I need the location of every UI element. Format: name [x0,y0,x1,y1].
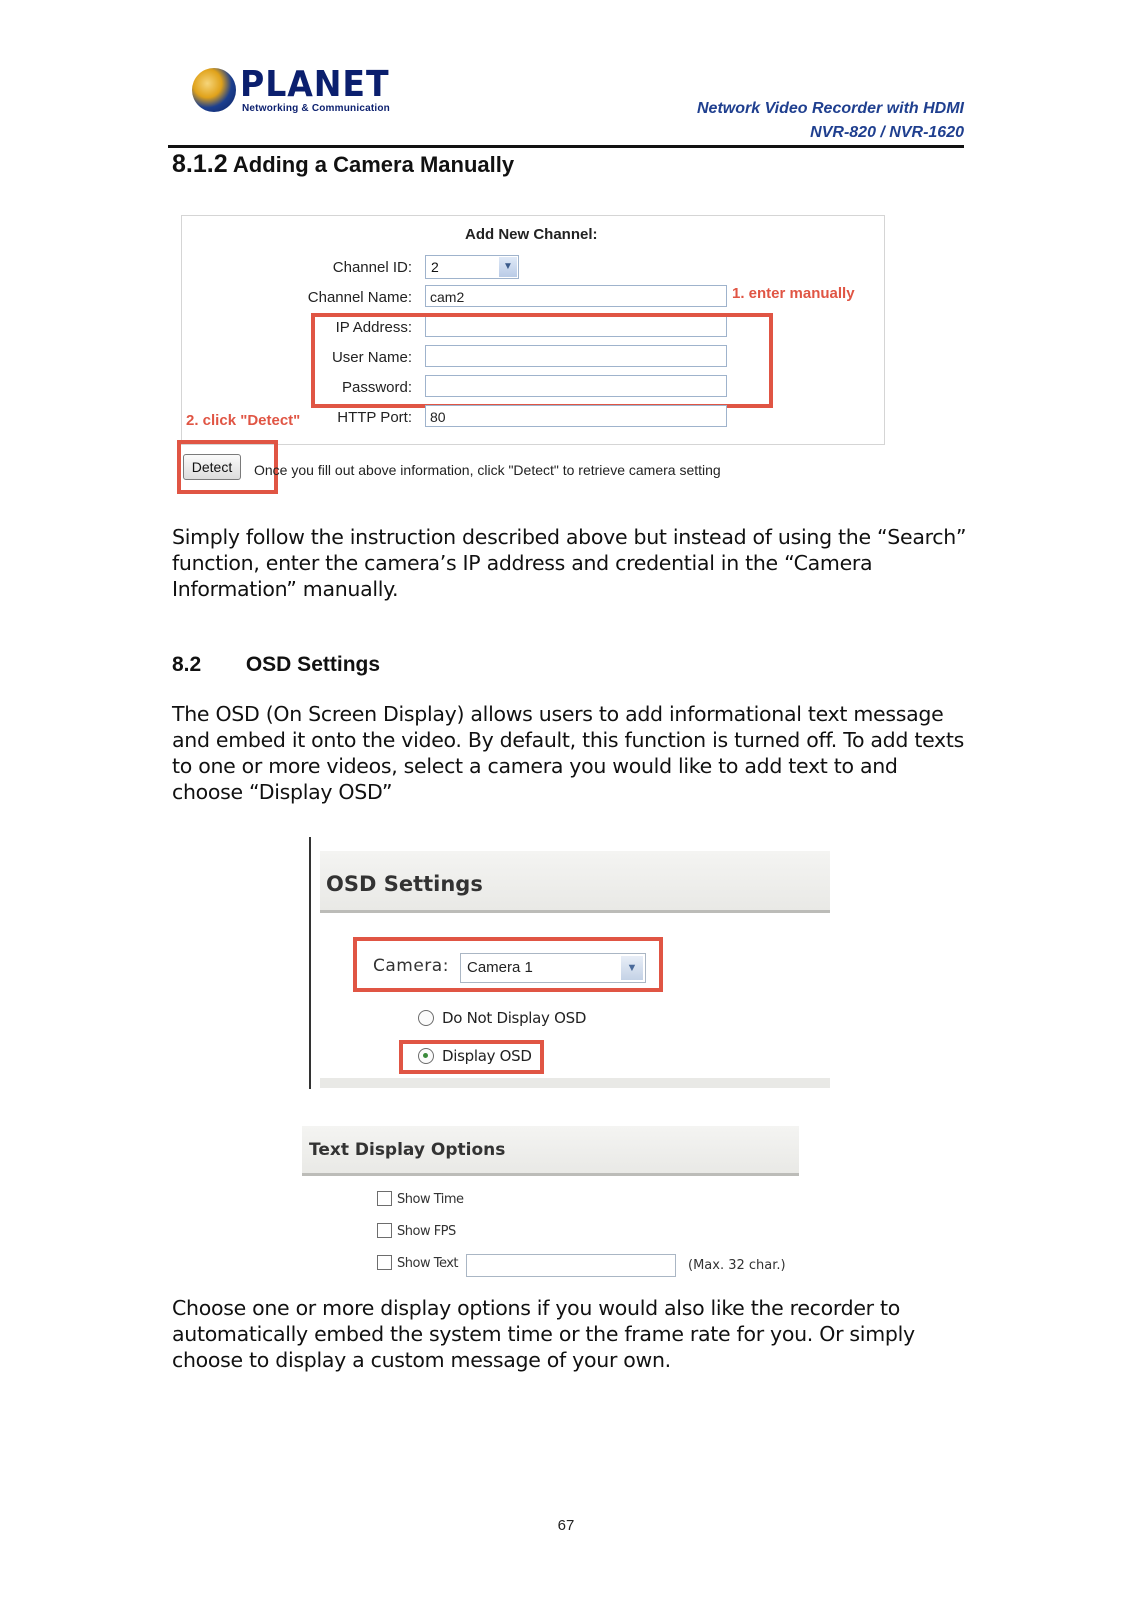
show-fps-checkbox[interactable] [377,1223,392,1238]
channel-name-label: Channel Name: [307,289,412,306]
option-display-osd: Display OSD [442,1047,532,1065]
channel-name-input[interactable]: cam2 [425,285,727,307]
osd-panel-footer [320,1078,830,1088]
option-do-not-display-osd: Do Not Display OSD [442,1009,587,1027]
show-time-checkbox[interactable] [377,1191,392,1206]
chevron-down-icon[interactable]: ▼ [621,956,643,980]
password-label: Password: [341,379,412,396]
channel-id-label: Channel ID: [332,259,412,276]
annotation-click-detect: 2. click "Detect" [186,412,301,429]
show-text-input[interactable] [466,1254,676,1277]
product-line: Network Video Recorder with HDMI [697,100,964,117]
globe-icon [192,68,236,112]
show-text-label: Show Text [397,1256,459,1271]
section-number: 8.1.2 [172,150,228,178]
section-heading-8-1-2 [172,150,514,179]
panel-border [309,837,311,1089]
annotation-enter-manually: 1. enter manually [732,285,855,302]
http-port-label: HTTP Port: [337,409,412,426]
radio-do-not-display-osd[interactable] [418,1010,434,1026]
radio-display-osd[interactable] [418,1048,434,1064]
chevron-down-icon[interactable]: ▼ [499,257,517,277]
show-time-label: Show Time [397,1192,464,1207]
user-name-label: User Name: [331,349,412,366]
planet-logo [192,66,392,122]
section-title: Adding a Camera Manually [232,152,515,177]
paragraph-display-options: Choose one or more display options if you would also like the recorder to automatically embed the system time or the frame rate for you. Or simply choose to display a custom message of your own. [172,1296,915,1372]
channel-id-value: 2 [431,259,439,275]
brand-tagline: Networking & Communication [242,103,390,114]
camera-label: Camera: [373,956,449,976]
paragraph-osd-intro: The OSD (On Screen Display) allows users to add informational text message and embed it onto the video. By default, this function is turned off. To add texts to one or more videos, select a camera you would like to add text to and choose “Display OSD” [172,702,964,804]
brand-name: PLANET [240,64,390,105]
max-char-note: (Max. 32 char.) [688,1258,786,1273]
highlight-credentials [311,313,773,408]
ip-address-label: IP Address: [335,319,412,336]
paragraph-manual-add: Simply follow the instruction described above but instead of using the “Search” function, enter the camera’s IP address and credential in the “Camera Information” manually. [172,525,967,601]
camera-select[interactable] [460,953,646,983]
detect-note: Once you fill out above information, click "Detect" to retrieve camera setting [254,462,721,478]
show-fps-label: Show FPS [397,1224,456,1239]
detect-button[interactable]: Detect [183,454,241,480]
text-options-title: Text Display Options [309,1140,506,1160]
header-product [697,97,964,145]
osd-panel-title: OSD Settings [326,872,483,896]
http-port-input[interactable]: 80 [425,405,727,427]
section-heading-8-2 [172,653,380,677]
section-number: 8.2 [172,653,202,676]
page-number: 67 [557,1517,575,1534]
header-divider [168,145,964,148]
product-models: NVR-820 / NVR-1620 [810,124,964,141]
channel-id-select[interactable] [425,255,519,279]
section-title: OSD Settings [245,653,381,676]
show-text-checkbox[interactable] [377,1255,392,1270]
add-channel-title: Add New Channel: [465,226,598,243]
camera-value: Camera 1 [467,959,533,976]
